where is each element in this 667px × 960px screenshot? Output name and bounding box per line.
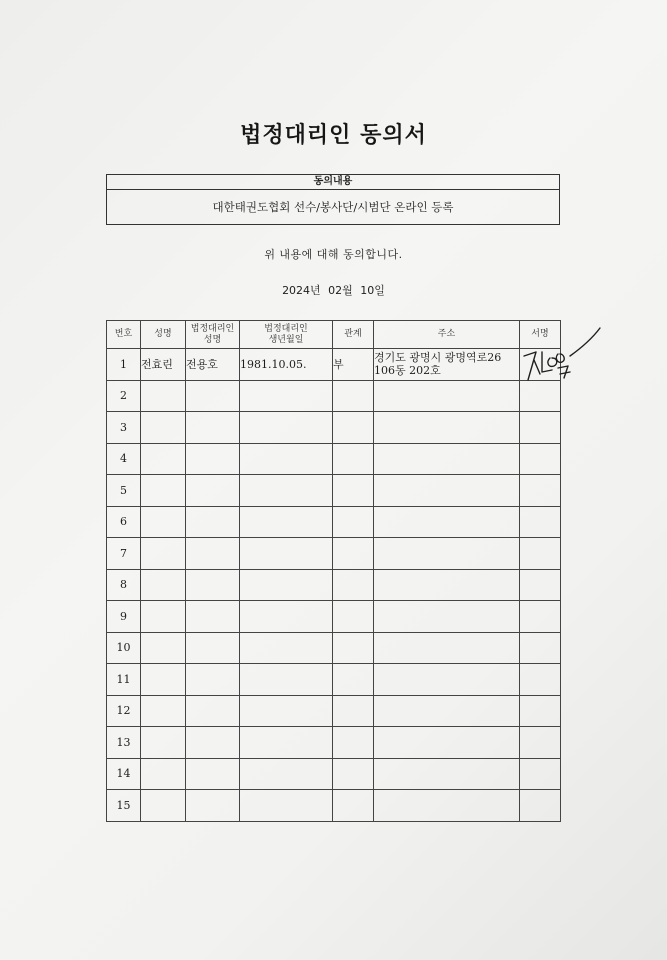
cell-guardian-birth: [240, 601, 333, 633]
cell-guardian-birth: [240, 412, 333, 444]
cell-no: 13: [107, 727, 141, 759]
cell-address: [374, 569, 520, 601]
header-guardian-name: 법정대리인 성명: [186, 321, 240, 349]
cell-relation: [333, 506, 374, 538]
cell-relation: [333, 443, 374, 475]
cell-guardian-birth: [240, 475, 333, 507]
table-row: [107, 790, 561, 822]
address-line: 경기도 광명시 광명역로26: [374, 351, 502, 365]
cell-guardian-birth: [240, 790, 333, 822]
cell-relation: [333, 538, 374, 570]
table-row: [107, 695, 561, 727]
cell-signature: [520, 412, 561, 444]
table-row: [107, 727, 561, 759]
cell-no: 11: [107, 664, 141, 696]
cell-name: [141, 664, 186, 696]
cell-signature: [520, 538, 561, 570]
document-date: 2024년 02월 10일: [282, 284, 385, 297]
consent-box: [106, 174, 560, 225]
cell-relation: [333, 475, 374, 507]
cell-relation: [333, 758, 374, 790]
cell-relation: [333, 632, 374, 664]
table-row: [107, 632, 561, 664]
cell-signature: [520, 695, 561, 727]
table-row: [107, 412, 561, 444]
cell-name: [141, 380, 186, 412]
table-row: [107, 569, 561, 601]
cell-no: 10: [107, 632, 141, 664]
address-line: 106동 202호: [374, 364, 441, 378]
header-no: 번호: [107, 321, 141, 349]
cell-name: 전효린: [141, 349, 186, 381]
cell-guardian-name: [186, 758, 240, 790]
cell-no: 2: [107, 380, 141, 412]
consent-body: 대한태권도협회 선수/봉사단/시범단 온라인 등록: [212, 200, 454, 214]
table-row: [107, 664, 561, 696]
cell-address: [374, 475, 520, 507]
table-row: [107, 380, 561, 412]
cell-signature: [520, 632, 561, 664]
cell-name: [141, 601, 186, 633]
table-row: [107, 506, 561, 538]
cell-guardian-name: [186, 695, 240, 727]
table-row: [107, 601, 561, 633]
cell-relation: [333, 569, 374, 601]
cell-address: [374, 349, 520, 381]
cell-signature: [520, 727, 561, 759]
cell-guardian-name: [186, 443, 240, 475]
table-row: [107, 443, 561, 475]
cell-relation: [333, 412, 374, 444]
cell-no: 6: [107, 506, 141, 538]
cell-relation: [333, 380, 374, 412]
cell-name: [141, 475, 186, 507]
cell-relation: 부: [333, 349, 374, 381]
cell-signature: [520, 790, 561, 822]
document-title: 법정대리인 동의서: [240, 122, 427, 148]
cell-name: [141, 632, 186, 664]
guardian-table: [106, 320, 561, 822]
cell-address: [374, 632, 520, 664]
cell-guardian-name: [186, 380, 240, 412]
cell-address: [374, 601, 520, 633]
handwritten-signature: [514, 322, 604, 388]
cell-no: 15: [107, 790, 141, 822]
cell-relation: [333, 695, 374, 727]
cell-guardian-name: [186, 538, 240, 570]
cell-guardian-name: [186, 412, 240, 444]
cell-no: 3: [107, 412, 141, 444]
cell-guardian-name: [186, 601, 240, 633]
cell-guardian-birth: [240, 695, 333, 727]
cell-address: [374, 538, 520, 570]
cell-name: [141, 569, 186, 601]
consent-header: 동의내용: [107, 175, 559, 190]
cell-address: [374, 790, 520, 822]
table-row: [107, 349, 561, 381]
cell-guardian-name: [186, 790, 240, 822]
cell-no: 14: [107, 758, 141, 790]
cell-guardian-name: [186, 506, 240, 538]
cell-signature: [520, 758, 561, 790]
cell-guardian-name: 전용호: [186, 349, 240, 381]
cell-guardian-birth: [240, 758, 333, 790]
cell-signature: [520, 601, 561, 633]
cell-guardian-birth: [240, 380, 333, 412]
cell-guardian-birth: [240, 727, 333, 759]
cell-address: [374, 506, 520, 538]
header-address: 주소: [374, 321, 520, 349]
header-relation: 관계: [333, 321, 374, 349]
cell-name: [141, 790, 186, 822]
cell-guardian-birth: [240, 569, 333, 601]
cell-guardian-birth: [240, 538, 333, 570]
cell-address: [374, 758, 520, 790]
cell-name: [141, 727, 186, 759]
cell-guardian-birth: [240, 632, 333, 664]
cell-guardian-name: [186, 664, 240, 696]
cell-guardian-birth: [240, 443, 333, 475]
cell-relation: [333, 727, 374, 759]
cell-guardian-birth: [240, 664, 333, 696]
cell-no: 9: [107, 601, 141, 633]
cell-address: [374, 443, 520, 475]
cell-address: [374, 412, 520, 444]
table-row: [107, 538, 561, 570]
consent-statement: 위 내용에 대해 동의합니다.: [264, 248, 403, 261]
cell-guardian-name: [186, 727, 240, 759]
cell-guardian-name: [186, 632, 240, 664]
cell-no: 5: [107, 475, 141, 507]
table-row: [107, 475, 561, 507]
cell-address: [374, 727, 520, 759]
cell-address: [374, 664, 520, 696]
cell-name: [141, 443, 186, 475]
cell-no: 8: [107, 569, 141, 601]
cell-relation: [333, 790, 374, 822]
cell-no: 1: [107, 349, 141, 381]
cell-name: [141, 412, 186, 444]
cell-signature: [520, 506, 561, 538]
cell-relation: [333, 601, 374, 633]
header-signature: 서명: [520, 321, 561, 349]
cell-guardian-birth: [240, 506, 333, 538]
header-name: 성명: [141, 321, 186, 349]
cell-name: [141, 538, 186, 570]
cell-name: [141, 695, 186, 727]
cell-guardian-birth: 1981.10.05.: [240, 349, 333, 381]
cell-address: [374, 380, 520, 412]
cell-guardian-name: [186, 475, 240, 507]
cell-no: 7: [107, 538, 141, 570]
cell-no: 12: [107, 695, 141, 727]
table-row: [107, 758, 561, 790]
cell-address: [374, 695, 520, 727]
cell-name: [141, 506, 186, 538]
cell-guardian-name: [186, 569, 240, 601]
cell-relation: [333, 664, 374, 696]
cell-signature: [520, 475, 561, 507]
cell-no: 4: [107, 443, 141, 475]
header-guardian-birth: 법정대리인 생년월일: [240, 321, 333, 349]
table-header-row: [107, 321, 561, 349]
cell-name: [141, 758, 186, 790]
cell-signature: [520, 664, 561, 696]
cell-signature: [520, 443, 561, 475]
cell-signature: [520, 569, 561, 601]
